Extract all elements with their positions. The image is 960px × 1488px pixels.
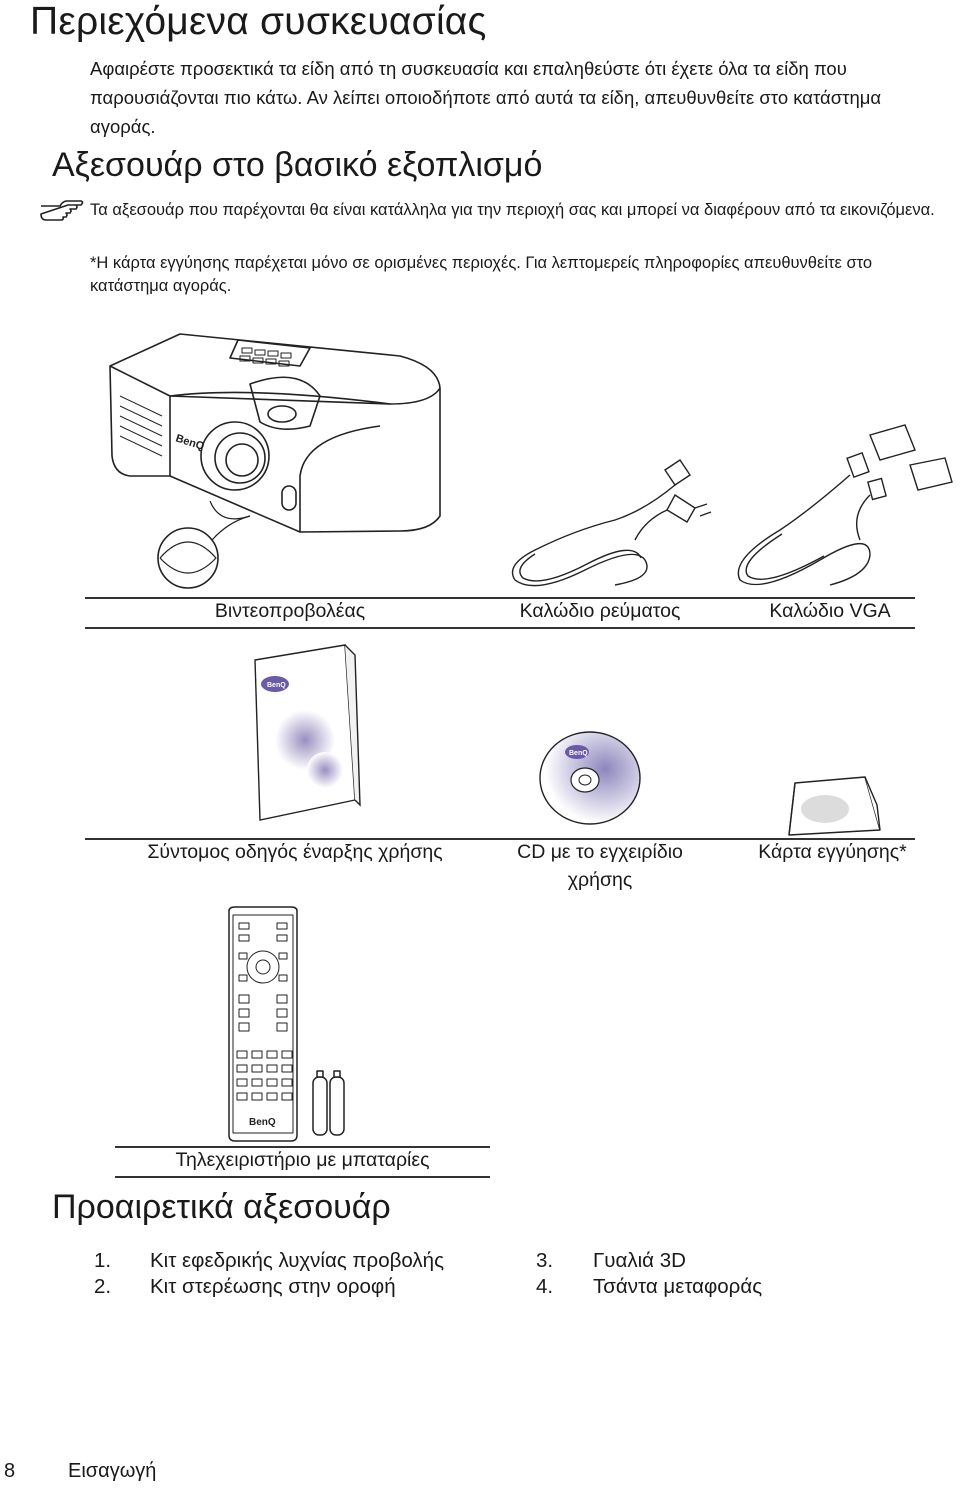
optional-accessories-heading: Προαιρετικά αξεσουάρ xyxy=(52,1188,391,1226)
quick-start-guide-illustration xyxy=(245,640,365,825)
remote-control-illustration xyxy=(225,905,355,1145)
standard-accessories-heading: Αξεσουάρ στο βασικό εξοπλισμό xyxy=(52,146,543,184)
intro-paragraph: Αφαιρέστε προσεκτικά τα είδη από τη συσκευασία και επαληθεύστε ότι έχετε όλα τα είδη που παρουσιάζονται πιο κάτω. Αν λείπει οποιοδήποτε από αυτά τα είδη, απευθυνθείτε στο κατάστημα αγοράς. xyxy=(90,58,882,137)
caption-cd: CD με το εγχειρίδιο χρήσης xyxy=(517,841,683,891)
remote-brand-label: BenQ xyxy=(249,1117,276,1128)
cd-illustration xyxy=(535,728,645,828)
optional-item-3-label: Γυαλιά 3D xyxy=(593,1249,686,1272)
footer-section-name: Εισαγωγή xyxy=(68,1460,157,1482)
optional-item-4-number: 4. xyxy=(536,1275,554,1298)
optional-item-1-number: 1. xyxy=(94,1249,112,1272)
caption-warranty-card: Κάρτα εγγύησης* xyxy=(758,841,907,863)
optional-item-2-label: Κιτ στερέωσης στην οροφή xyxy=(150,1275,396,1298)
page-title: Περιεχόμενα συσκευασίας xyxy=(30,0,487,43)
caption-projector: Βιντεοπροβολέας xyxy=(214,600,366,622)
caption-power-cord: Καλώδιο ρεύματος xyxy=(519,600,681,622)
cd-brand-label: BenQ xyxy=(569,750,588,757)
optional-item-3-number: 3. xyxy=(536,1249,554,1272)
caption-vga-cable: Καλώδιο VGA xyxy=(769,600,891,622)
projector-illustration xyxy=(100,326,450,596)
divider-bottom-row1 xyxy=(85,627,915,629)
guide-brand-label: BenQ xyxy=(267,682,286,689)
note-regional: Τα αξεσουάρ που παρέχονται θα είναι κατάλληλα για την περιοχή σας και μπορεί να διαφέρουν από τα εικονιζόμενα. xyxy=(90,201,935,219)
optional-item-1-label: Κιτ εφεδρικής λυχνίας προβολής xyxy=(150,1249,444,1272)
divider-bottom-row3 xyxy=(115,1176,490,1178)
vga-cable-illustration xyxy=(720,420,960,600)
pointing-hand-icon xyxy=(38,196,84,224)
power-cord-illustration xyxy=(495,450,720,600)
note-warranty: *Η κάρτα εγγύησης παρέχεται μόνο σε ορισμένες περιοχές. Για λεπτομερείς πληροφορίες απευθυνθείτε στο κατάστημα αγοράς. xyxy=(90,254,873,295)
warranty-card-illustration xyxy=(785,775,885,837)
optional-item-2-number: 2. xyxy=(94,1275,112,1298)
caption-remote-control: Τηλεχειριστήριο με μπαταρίες xyxy=(175,1149,430,1171)
page-number: 8 xyxy=(4,1460,16,1482)
caption-quick-start-guide: Σύντομος οδηγός έναρξης χρήσης xyxy=(147,841,443,863)
projector-brand-label: BenQ xyxy=(174,432,206,453)
optional-item-4-label: Τσάντα μεταφοράς xyxy=(593,1275,763,1298)
